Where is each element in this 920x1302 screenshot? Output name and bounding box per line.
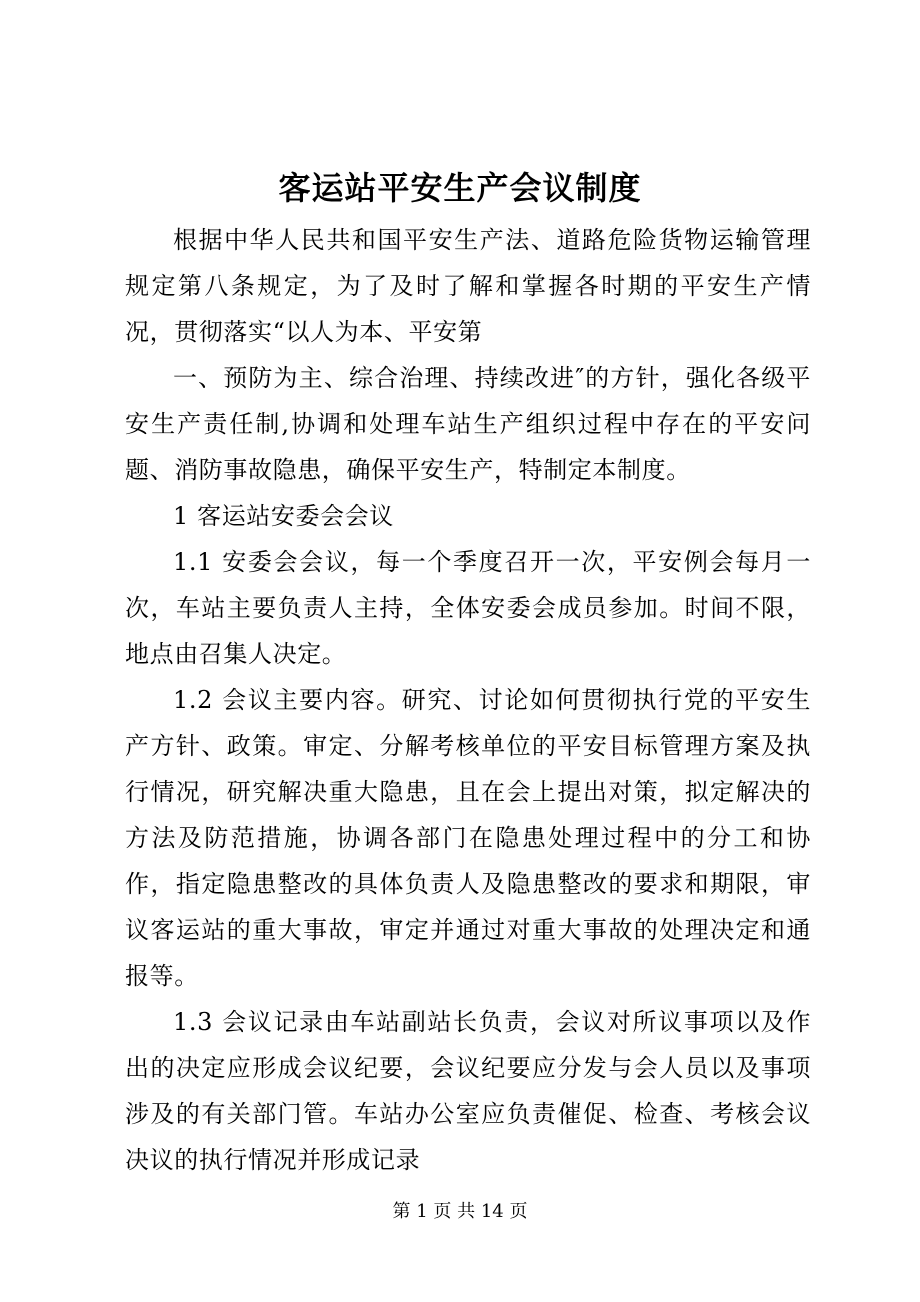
paragraph: 根据中华人民共和国平安生产法、道路危险货物运输管理规定第八条规定，为了及时了解和掌握各时期的平安生产情况，贯彻落实“以人为本、平安第 [125, 226, 811, 346]
paragraph: 1.1 安委会会议，每一个季度召开一次，平安例会每月一次，车站主要负责人主持，全体安委会成员参加。时间不限，地点由召集人决定。 [125, 548, 811, 668]
section-heading: 1 客运站安委会会议 [173, 502, 394, 530]
document-body [125, 217, 811, 1183]
paragraph: 一、预防为主、综合治理、持续改进″的方针，强化各级平安生产责任制,协调和处理车站生产组织过程中存在的平安问题、消防事故隐患，确保平安生产，特制定本制度。 [125, 364, 811, 484]
paragraph: 1.3 会议记录由车站副站长负责，会议对所议事项以及作出的决定应形成会议纪要，会议纪要应分发与会人员以及事项涉及的有关部门管。车站办公室应负责催促、检查、考核会议决议的执行情况并形成记录 [125, 1008, 811, 1174]
document-title: 客运站平安生产会议制度 [278, 169, 642, 207]
page-footer: 第 1 页 共 14 页 [392, 1201, 528, 1222]
paragraph: 1.2 会议主要内容。研究、讨论如何贯彻执行党的平安生产方针、政策。审定、分解考核单位的平安目标管理方案及执行情况，研究解决重大隐患，且在会上提出对策，拟定解决的方法及防范措施，协调各部门在隐患处理过程中的分工和协作，指定隐患整改的具体负责人及隐患整改的要求和期限，审议客运站的重大事故，审定并通过对重大事故的处理决定和通报等。 [125, 686, 811, 990]
